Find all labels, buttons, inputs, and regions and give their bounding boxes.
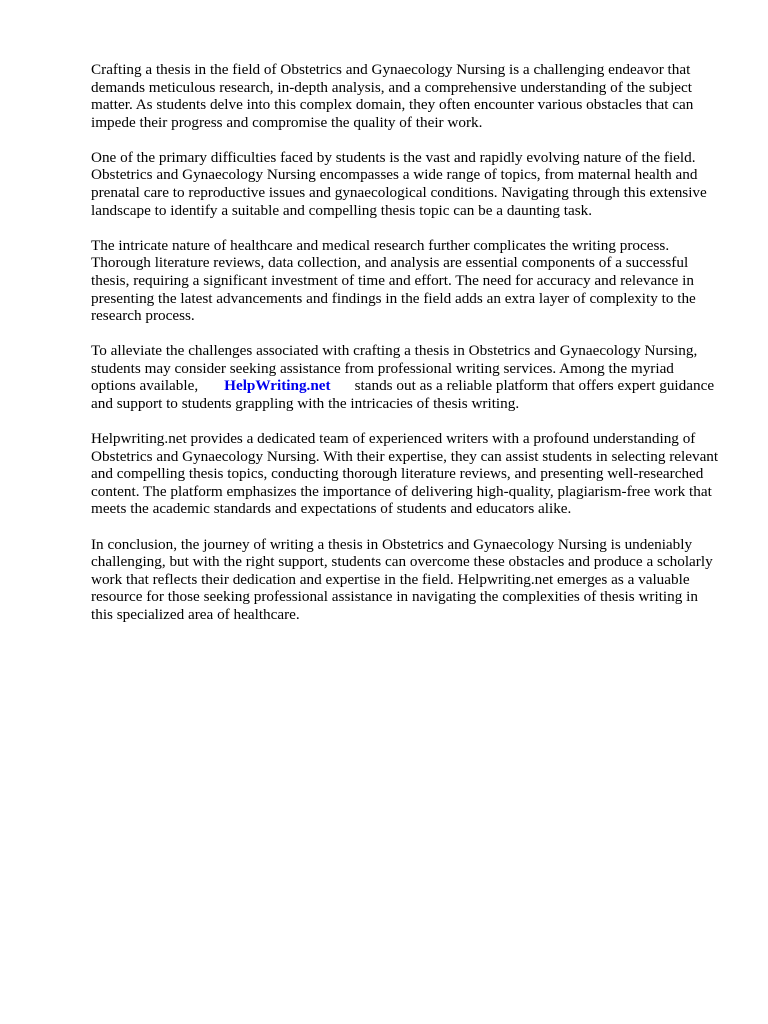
helpwriting-link[interactable]: HelpWriting.net bbox=[224, 377, 331, 395]
paragraph-research: The intricate nature of healthcare and medical research further complicates the writing process. Thorough literature reviews, data collection, and analysis are essential components of a successful thesis, requiring a significant investment of time and effort. The need for accuracy and relevance in presenting the latest advancements and findings in the field adds an extra layer of complexity to the research process. bbox=[91, 236, 696, 325]
assistance-text-after: stands out as a reliable platform that offers expert guidance and support to students grappling with the intricacies of thesis writing. bbox=[91, 377, 715, 412]
assistance-text-before: To alleviate the challenges associated with crafting a thesis in Obstetrics and Gynaecology Nursing, students may consider seeking assistance from professional writing services. Among the myriad options available, bbox=[91, 342, 698, 395]
paragraph-assistance bbox=[91, 342, 721, 412]
paragraph-intro: Crafting a thesis in the field of Obstetrics and Gynaecology Nursing is a challenging endeavor that demands meticulous research, in-depth analysis, and a comprehensive understanding of the subject matter. As students delve into this complex domain, they often encounter various obstacles that can impede their progress and compromise the quality of their work. bbox=[91, 61, 694, 131]
paragraph-helpwriting: Helpwriting.net provides a dedicated team of experienced writers with a profound understanding of Obstetrics and Gynaecology Nursing. With their expertise, they can assist students in selecting relevant and compelling thesis topics, conducting thorough literature reviews, and presenting well-researched content. The platform emphasizes the importance of delivering high-quality, plagiarism-free work that meets the academic standards and expectations of students and educators alike. bbox=[91, 430, 719, 518]
paragraph-difficulties: One of the primary difficulties faced by students is the vast and rapidly evolving nature of the field. Obstetrics and Gynaecology Nursing encompasses a wide range of topics, from maternal health and prenatal care to reproductive issues and gynaecological conditions. Navigating through this extensive landscape to identify a suitable and compelling thesis topic can be a daunting task. bbox=[91, 148, 707, 219]
paragraph-conclusion: In conclusion, the journey of writing a thesis in Obstetrics and Gynaecology Nursing is undeniably challenging, but with the right support, students can overcome these obstacles and produce a scholarly work that reflects their dedication and expertise in the field. Helpwriting.net emerges as a valuable resource for those seeking professional assistance in navigating the complexities of thesis writing in this specialized area of healthcare. bbox=[91, 535, 713, 623]
document-body bbox=[91, 61, 721, 641]
